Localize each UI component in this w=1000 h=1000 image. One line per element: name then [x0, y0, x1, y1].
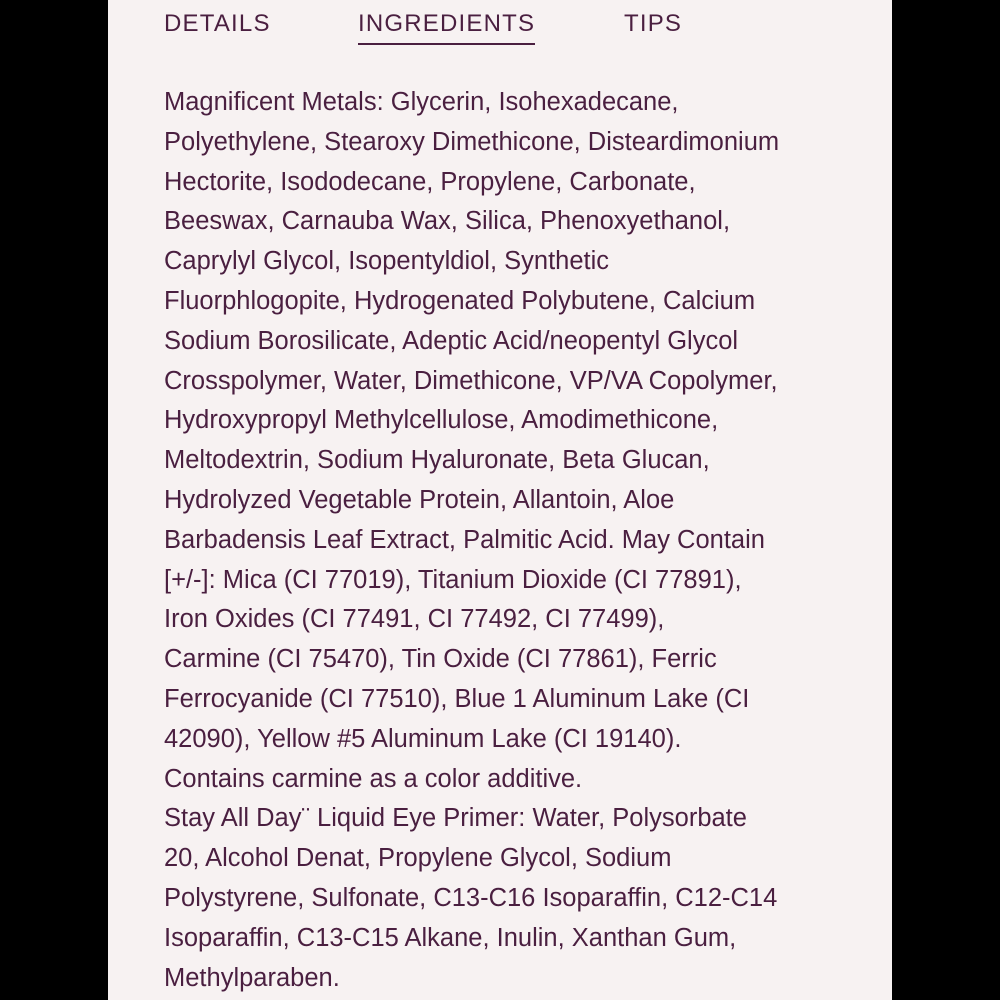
ingredients-line: Iron Oxides (CI 77491, CI 77492, CI 77499), [164, 605, 665, 634]
ingredients-line: Magnificent Metals: Glycerin, Isohexadecane, [164, 88, 679, 116]
product-info-panel [108, 0, 892, 1000]
ingredients-line: Stay All Day¨ Liquid Eye Primer: Water, Polysorbate [164, 804, 747, 833]
ingredients-line: Polystyrene, Sulfonate, C13-C16 Isoparaffin, C12-C14 [164, 883, 778, 912]
ingredients-line: 20, Alcohol Denat, Propylene Glycol, Sodium [164, 844, 672, 873]
ingredients-line: Hydroxypropyl Methylcellulose, Amodimethicone, [164, 406, 719, 435]
ingredients-line: Caprylyl Glycol, Isopentyldiol, Synthetic [164, 247, 610, 276]
ingredients-line: Isoparaffin, C13-C15 Alkane, Inulin, Xanthan Gum, [164, 923, 737, 952]
ingredients-line: Ferrocyanide (CI 77510), Blue 1 Aluminum Lake (CI [164, 684, 750, 713]
ingredients-line: Fluorphlogopite, Hydrogenated Polybutene, Calcium [164, 286, 756, 315]
ingredients-line: Polyethylene, Stearoxy Dimethicone, Disteardimonium [164, 127, 780, 156]
ingredients-line: Beeswax, Carnauba Wax, Silica, Phenoxyethanol, [164, 207, 731, 236]
ingredients-line: Barbadensis Leaf Extract, Palmitic Acid. May Contain [164, 525, 765, 554]
ingredients-line: Crosspolymer, Water, Dimethicone, VP/VA Copolymer, [164, 366, 778, 395]
product-tabs [108, 0, 892, 50]
ingredients-line: Contains carmine as a color additive. [164, 764, 583, 793]
tab-ingredients[interactable]: INGREDIENTS [358, 8, 535, 45]
tab-details[interactable]: DETAILS [164, 10, 271, 37]
ingredients-line: Hydrolyzed Vegetable Protein, Allantoin, Aloe [164, 485, 675, 514]
ingredients-text [164, 83, 864, 998]
ingredients-line: Meltodextrin, Sodium Hyaluronate, Beta Glucan, [164, 446, 710, 475]
ingredients-line: [+/-]: Mica (CI 77019), Titanium Dioxide (CI 77891), [164, 565, 742, 594]
ingredients-line: Methylparaben. [164, 963, 340, 992]
ingredients-line: Hectorite, Isododecane, Propylene, Carbonate, [164, 167, 696, 196]
ingredients-line: Carmine (CI 75470), Tin Oxide (CI 77861), Ferric [164, 645, 717, 674]
ingredients-line: 42090), Yellow #5 Aluminum Lake (CI 19140). [164, 724, 682, 753]
ingredients-line: Sodium Borosilicate, Adeptic Acid/neopentyl Glycol [164, 326, 739, 355]
tab-tips[interactable]: TIPS [624, 10, 683, 37]
